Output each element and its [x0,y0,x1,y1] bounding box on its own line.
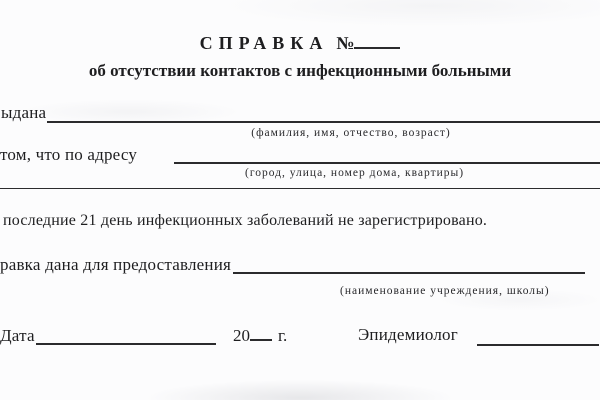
document-title: СПРАВКА [199,33,329,53]
year-prefix: 20 [233,326,250,345]
year-blank-line [250,327,272,341]
purpose-fill-line [233,272,585,274]
no-infection-statement: последние 21 день инфекционных заболеваний не зарегистрировано. [3,212,488,229]
issued-to-label: ыдана [1,103,47,122]
certificate-number-blank-line [354,34,400,49]
date-label: Дата [0,326,35,345]
document-title-row [0,33,600,54]
issued-to-caption: (фамилия, имя, отчество, возраст) [251,127,451,139]
address-label: том, что по адресу [0,145,138,164]
epidemiologist-signature-line [477,344,599,346]
issued-to-fill-line [47,121,600,123]
year-suffix: г. [278,326,288,345]
address-continuation-fill-line [0,188,600,189]
number-sign: № [336,33,355,53]
year-group [233,326,287,346]
address-fill-line [174,162,600,164]
date-fill-line [36,343,216,345]
document-subtitle: об отсутствии контактов с инфекционными больными [88,61,512,80]
epidemiologist-label: Эпидемиолог [358,325,458,344]
purpose-label: равка дана для предоставления [0,255,232,274]
address-caption: (город, улица, номер дома, квартиры) [245,167,465,179]
purpose-caption: (наименование учреждения, школы) [340,285,550,297]
